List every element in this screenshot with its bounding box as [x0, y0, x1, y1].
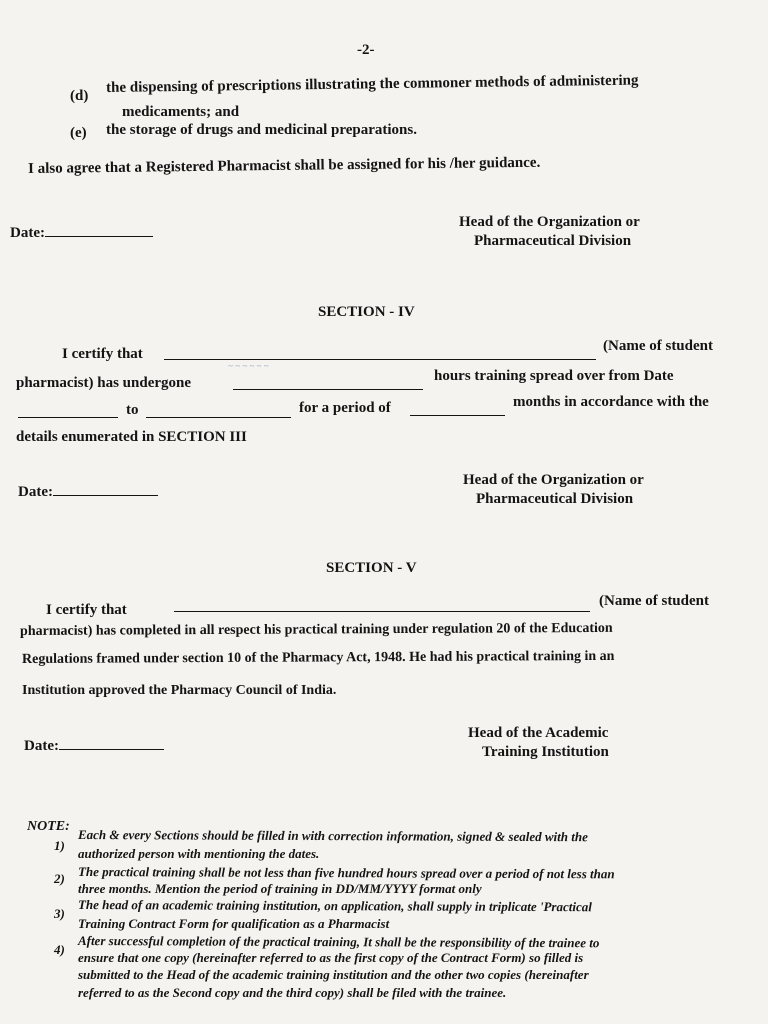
item-d-text-line2: medicaments; and [122, 104, 240, 120]
hours-blank [233, 375, 423, 390]
section-4-period-label: for a period of [299, 400, 391, 416]
note-item-text-line: three months. Mention the period of training in DD/MM/YYYY format only [78, 881, 482, 896]
section-4-to-label: to [126, 402, 139, 418]
date-label: Date: [10, 225, 45, 241]
note-item-text-line: submitted to the Head of the academic training institution and the other two copies (hereinafter [78, 967, 589, 982]
item-d-text-line1: the dispensing of prescriptions illustrating the commoner methods of administering [106, 72, 639, 96]
note-item-number: 2) [54, 871, 65, 886]
section-4-certify-label: I certify that [62, 346, 143, 362]
page-number: -2- [357, 42, 375, 58]
note-item-text-line: The head of an academic training institution, on application, shall supply in triplicate 'Practical [77, 897, 592, 915]
date-label: Date: [18, 484, 53, 500]
section-5-line2: pharmacist) has completed in all respect his practical training under regulation 20 of the Education [20, 620, 613, 639]
date-field-2 [18, 481, 158, 501]
from-date-blank [18, 403, 118, 418]
date-field-1 [10, 222, 153, 242]
date-field-3 [24, 735, 164, 755]
to-date-blank [146, 403, 291, 418]
months-blank [410, 401, 505, 416]
section-5-line3: Regulations framed under section 10 of the Pharmacy Act, 1948. He had his practical training in an [22, 648, 615, 667]
note-item-text-line: authorized person with mentioning the dates. [78, 846, 320, 861]
date-blank [59, 735, 164, 750]
agreement-statement: I also agree that a Registered Pharmacist shall be assigned for his /her guidance. [28, 154, 541, 177]
section-4-signatory-line2: Pharmaceutical Division [476, 491, 634, 507]
section-4-details-text: details enumerated in SECTION III [16, 429, 247, 445]
section-4-signatory-line1: Head of the Organization or [463, 472, 644, 488]
note-item-text-line: Training Contract Form for qualification as a Pharmacist [78, 916, 390, 931]
section-4-months-text: months in accordance with the [513, 394, 709, 410]
note-item-number: 3) [54, 906, 65, 921]
signatory-title-line2: Pharmaceutical Division [474, 233, 632, 249]
section-5-heading: SECTION - V [326, 560, 417, 576]
student-name-blank-2 [174, 597, 590, 612]
date-label: Date: [24, 738, 59, 754]
section-4-undergone-label: pharmacist) has undergone [16, 375, 192, 391]
note-title: NOTE: [27, 819, 70, 834]
section-5-line4: Institution approved the Pharmacy Council of India. [22, 683, 337, 698]
section-4-heading: SECTION - IV [318, 304, 415, 320]
item-e-text: the storage of drugs and medicinal preparations. [106, 122, 417, 138]
signatory-title-line1: Head of the Organization or [459, 214, 640, 230]
section-5-signatory-line1: Head of the Academic [468, 725, 609, 741]
section-5-name-hint: (Name of student [599, 593, 709, 609]
section-4-hours-text: hours training spread over from Date [434, 368, 674, 384]
date-blank [53, 481, 158, 496]
section-5-signatory-line2: Training Institution [482, 744, 609, 760]
note-item-text-line: The practical training shall be not less than five hundred hours spread over a period of not less than [77, 864, 615, 882]
faint-stamp: ~ ~ ~ ~ ~ ~ [228, 361, 269, 371]
note-item-number: 4) [54, 942, 65, 957]
section-5-certify-label: I certify that [46, 602, 127, 618]
note-item-text-line: Each & every Sections should be filled in with correction information, signed & sealed with the [77, 827, 588, 845]
section-4-name-hint: (Name of student [603, 338, 713, 354]
date-blank [45, 222, 153, 237]
note-item-text-line: referred to as the Second copy and the third copy) shall be filed with the trainee. [78, 985, 507, 1000]
item-d-marker: (d) [70, 88, 89, 104]
item-e-marker: (e) [70, 125, 87, 141]
student-name-blank [164, 344, 596, 360]
note-item-text-line: ensure that one copy (hereinafter referred to as the first copy of the Contract Form) so filled is [78, 950, 584, 965]
note-item-number: 1) [54, 838, 65, 853]
note-item-text-line: After successful completion of the practical training, It shall be the responsibility of the trainee to [77, 933, 600, 951]
